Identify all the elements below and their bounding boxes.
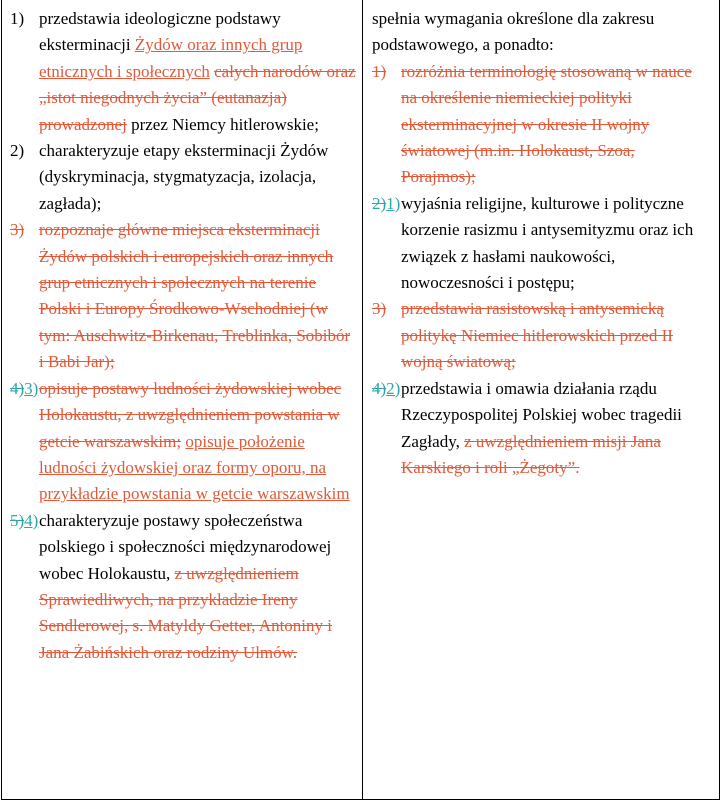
deleted-number: 4) xyxy=(372,378,387,398)
item-text xyxy=(39,508,358,666)
deleted-text: z uwzględnieniem misji Jana Karskiego i roli „Żegoty”. xyxy=(401,431,661,477)
inserted-number: 1) xyxy=(386,193,401,213)
item-number xyxy=(10,508,39,666)
left-item-2 xyxy=(10,138,358,217)
deleted-item-text: przedstawia rasistowską i antysemicką politykę Niemiec hitlerowskich przed II wojną światową; xyxy=(401,299,673,372)
deleted-text: opisuje postawy ludności żydowskiej wobec Holokaustu, z uwzględnieniem powstania w getcie warszawskim; xyxy=(39,378,342,451)
right-item-1 xyxy=(372,59,711,191)
curriculum-table xyxy=(1,0,720,800)
left-item-3 xyxy=(10,217,358,375)
deleted-text: całych narodów oraz „istot niegodnych życia” (eutanazja) prowadzonej xyxy=(39,61,356,134)
deleted-item-number: 1) xyxy=(372,61,387,81)
item-text xyxy=(39,376,358,508)
item-number xyxy=(372,376,401,482)
basic-scope-column xyxy=(2,0,363,799)
left-item-4 xyxy=(10,376,358,508)
item-text: charakteryzuje etapy eksterminacji Żydów (dyskryminacja, stygmatyzacja, izolacja, zagłada); xyxy=(39,141,329,213)
deleted-item-text: rozróżnia terminologię stosowaną w nauce na określenie niemieckiej polityki eksterminacyjnej w okresie II wojny światowej (m.in. Holokaust, Szoa, Porajmos); xyxy=(401,61,692,187)
deleted-item-number: 3) xyxy=(372,299,387,319)
left-item-5 xyxy=(10,508,358,666)
deleted-item-text: rozpoznaje główne miejsca eksterminacji Żydów polskich i europejskich oraz innych grup etnicznych i społecznych na terenie Polski i Europy Środkowo-Wschodniej (w tym: Auschwitz-Birkenau, Treblinka, Sobibór i Babi Jar); xyxy=(39,220,351,372)
item-number: 1) xyxy=(10,9,25,28)
intro-text: spełnia wymagania określone dla zakresu podstawowego, a ponadto: xyxy=(372,9,655,55)
deleted-text: z uwzględnieniem Sprawiedliwych, na przykładzie Ireny Sendlerowej, s. Matyldy Getter, Antoniny i Jana Żabińskich oraz rodziny Ulmów. xyxy=(39,563,333,662)
inserted-number: 2) xyxy=(386,378,401,398)
item-number xyxy=(372,191,401,297)
inserted-text: Żydów oraz innych grup etnicznych i społecznych xyxy=(39,35,303,81)
plain-text: przedstawia i omawia działania rządu Rzeczypospolitej Polskiej wobec tragedii Zagłady, xyxy=(401,378,682,451)
deleted-number: 5) xyxy=(10,510,25,530)
right-item-4 xyxy=(372,376,711,482)
item-text xyxy=(401,376,711,482)
item-number: 2) xyxy=(10,141,25,161)
left-item-1 xyxy=(10,6,358,138)
item-text: wyjaśnia religijne, kulturowe i polityczne korzenie rasizmu i antysemityzmu oraz ich związek z hasłami naukowości, nowoczesności i postępu; xyxy=(401,193,694,293)
deleted-number: 2) xyxy=(372,193,387,213)
plain-text: charakteryzuje postawy społeczeństwa polskiego i społeczności międzynarodowej wobec Holokaustu, xyxy=(39,510,332,583)
item-text xyxy=(39,6,358,138)
inserted-number: 3) xyxy=(24,378,39,398)
right-item-3 xyxy=(372,296,711,375)
plain-text: przedstawia ideologiczne podstawy eksterminacji xyxy=(39,9,281,55)
item-number xyxy=(10,376,39,508)
inserted-text: opisuje położenie ludności żydowskiej oraz formy oporu, na przykładzie powstania w getcie warszawskim xyxy=(39,431,350,504)
deleted-number: 4) xyxy=(10,378,25,398)
right-item-2 xyxy=(372,191,711,297)
inserted-number: 4) xyxy=(24,510,39,530)
deleted-item-number: 3) xyxy=(10,220,25,240)
extended-scope-column xyxy=(363,0,719,799)
plain-text: przez Niemcy hitlerowskie; xyxy=(126,114,319,134)
